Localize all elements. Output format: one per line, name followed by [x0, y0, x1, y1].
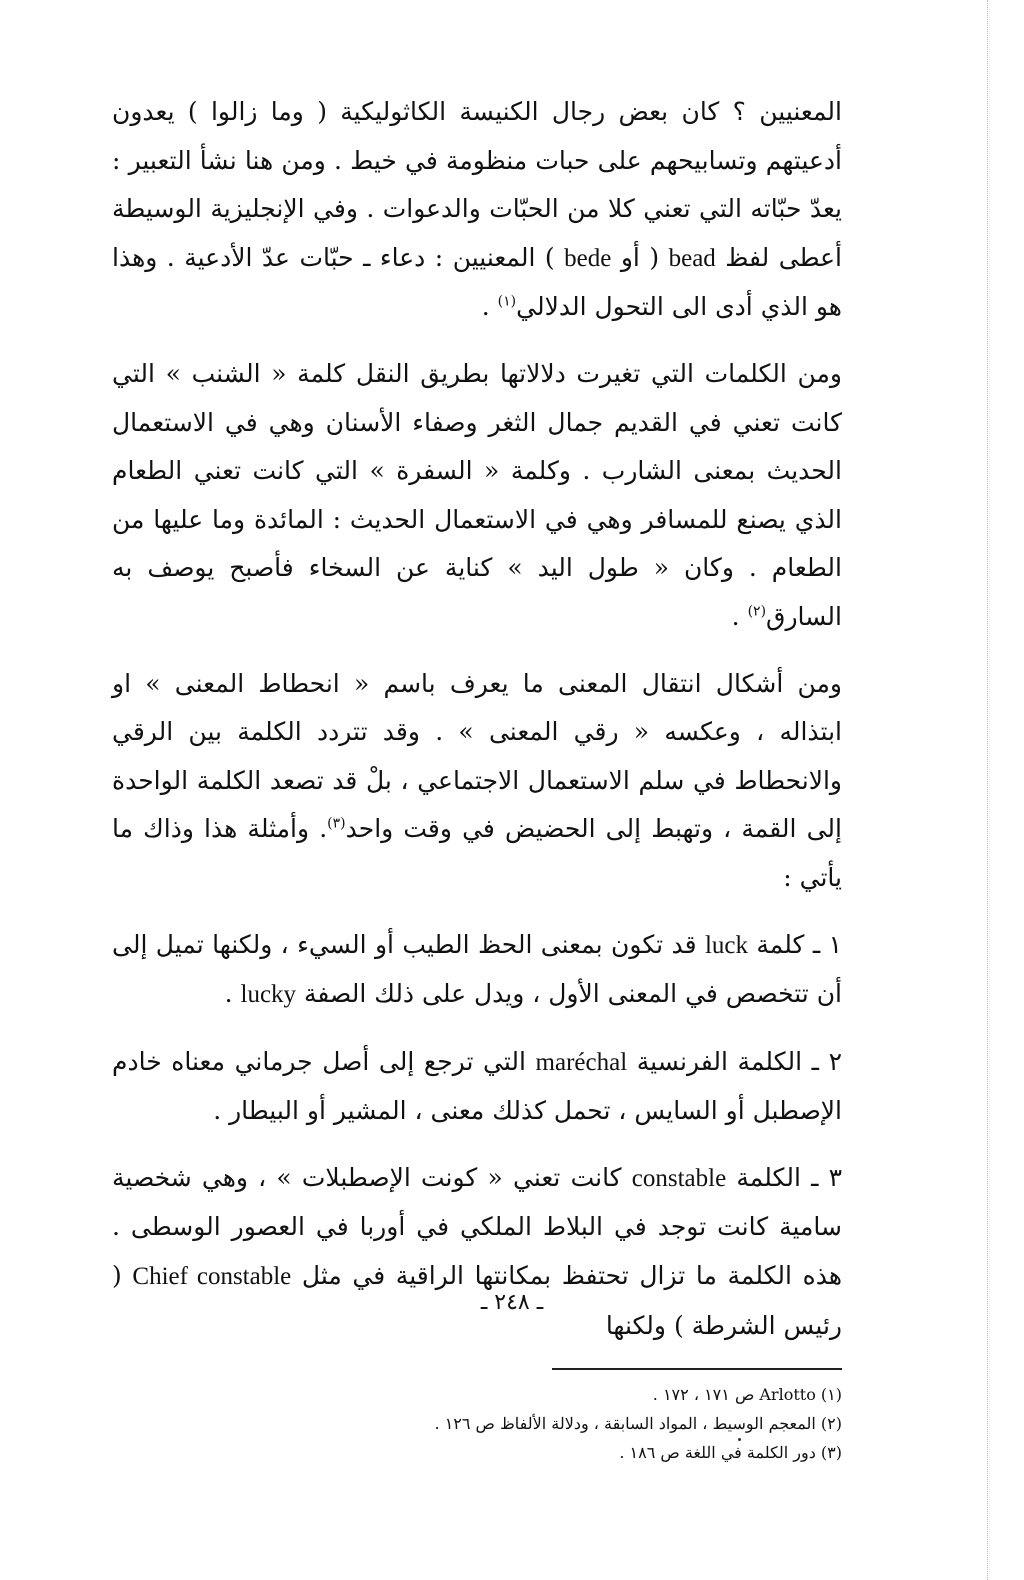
text-run: كانت تعني « كونت الإصطبلات » ، وهي شخصية سامية كانت توجد في البلاط الملكي في أوربا في العصور الوسطى . هذه الكلمة ما تزال تحتفظ بمكانتها الراقية في مثل	[112, 1162, 843, 1291]
text-run: .	[481, 292, 498, 322]
paragraph-4	[112, 921, 842, 1020]
main-text	[112, 88, 842, 1350]
text-run: ٣ ـ الكلمة	[726, 1162, 843, 1192]
latin-term: maréchal	[535, 1048, 628, 1076]
footnote-ref: (١)	[497, 294, 517, 311]
footnotes	[112, 1380, 842, 1467]
text-run: ومن أشكال انتقال المعنى ما يعرف باسم « انحطاط المعنى » او ابتذاله ، وعكسه « رقي المعنى » . وقد تتردد الكلمة بين الرقي والانحطاط في سلم الاستعمال الاجتماعي ، بلْ قد تصعد الكلمة الواحدة إلى القمة ، وتهبط إلى الحضيض في وقت واحد	[112, 668, 842, 844]
scan-edge-line	[987, 0, 988, 1580]
text-run: .	[731, 601, 748, 631]
paragraph-5	[112, 1038, 842, 1136]
footnote-ref: (٣)	[327, 815, 346, 832]
paragraph-3	[112, 660, 842, 903]
text-run: ( رئيس الشرطة ) ولكنها	[112, 1261, 842, 1340]
latin-term: constable	[631, 1164, 727, 1192]
footnote-ref: (٢)	[747, 603, 767, 620]
text-run: ومن الكلمات التي تغيرت دلالاتها بطريق النقل كلمة « الشنب » التي كانت تعني في القديم جمال الثغر وصفاء الأسنان وهي في الاستعمال الحديث بمعنى الشارب . وكلمة « السفرة » التي كانت تعني الطعام الذي يصنع للمسافر وهي في الاستعمال الحديث : المائدة وما عليها من الطعام . وكان « طول اليد » كناية عن السخاء فأصبح يوصف به السارق	[112, 358, 842, 631]
page-number: ـ ٢٤٨ ـ	[480, 1290, 544, 1315]
page-body	[112, 88, 842, 1467]
text-run: ( أو	[611, 242, 669, 272]
footnote-1: (١) Arlotto ص ١٧١ ، ١٧٢ .	[652, 1385, 842, 1405]
footnote-separator	[552, 1368, 842, 1370]
text-run: قد تكون بمعنى الحظ الطيب أو السيء ، ولكنها تميل إلى أن تتخصص في المعنى الأول ، ويدل على ذلك الصفة	[112, 929, 842, 1009]
latin-term: bede	[564, 244, 612, 272]
paragraph-6	[112, 1154, 842, 1350]
footnote-2: (٢) المعجم الوسيط ، المواد السابقة ، ودلالة الألفاظ ص ١٢٦ .	[434, 1414, 842, 1434]
latin-term: bead	[668, 244, 716, 272]
scan-speck	[738, 1438, 741, 1441]
text-run: .	[224, 979, 241, 1009]
text-run: ١ ـ كلمة	[748, 929, 842, 959]
text-run: المعنيين ؟ كان بعض رجال الكنيسة الكاثوليكية ( وما زالوا ) يعدون أدعيتهم وتسابيحهم على حبات منظومة في خيط . ومن هنا نشأ التعبير : يعدّ حبّاته التي تعني كلا من الحبّات والدعوات . وفي الإنجليزية الوسيطة أعطى لفظ	[112, 97, 842, 272]
footnote-3: (٣) دور الكلمة في اللغة ص ١٨٦ .	[619, 1443, 842, 1463]
paragraph-1	[112, 88, 842, 332]
text-run: . وأمثلة هذا وذاك ما يأتي :	[112, 814, 842, 892]
latin-term: Chief constable	[132, 1263, 292, 1291]
text-run: ٢ ـ الكلمة الفرنسية	[627, 1046, 842, 1076]
paragraph-2	[112, 350, 842, 642]
latin-term: luck	[704, 931, 748, 959]
latin-term: lucky	[240, 981, 297, 1009]
text-run: ) المعنيين : دعاء ـ حبّات عدّ الأدعية . وهذا هو الذي أدى الى التحول الدلالي	[112, 242, 842, 322]
text-run: التي ترجع إلى أصل جرماني معناه خادم الإصطبل أو السايس ، تحمل كذلك معنى ، المشير أو البيطار .	[112, 1046, 842, 1126]
